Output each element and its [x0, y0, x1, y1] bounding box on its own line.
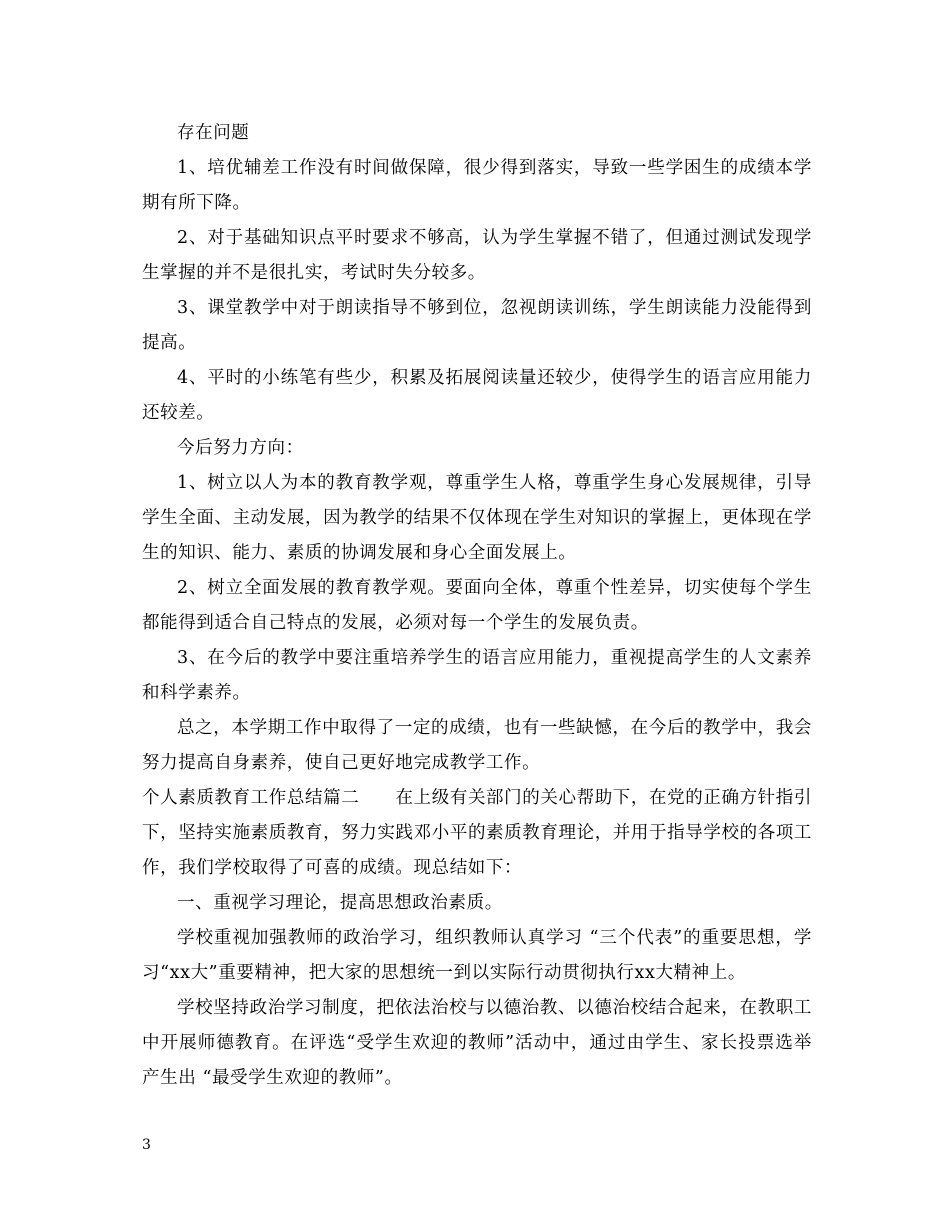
paragraph: 学校坚持政治学习制度，把依法治校与以德治教、以德治校结合起来，在教职工中开展师德教育。在评选“受学生欢迎的教师”活动中，通过由学生、家长投票选举产生出 “最受学生欢迎的教师”。 — [142, 998, 812, 1088]
section-heading-future-direction: 今后努力方向： — [177, 438, 304, 458]
paragraph: 总之，本学期工作中取得了一定的成绩，也有一些缺憾，在今后的教学中，我会努力提高自身素养，使自己更好地完成教学工作。 — [142, 718, 812, 773]
paragraph: 3、在今后的教学中要注重培养学生的语言应用能力，重视提高学生的人文素养和科学素养。 — [142, 648, 812, 703]
paragraph: 学校重视加强教师的政治学习，组织教师认真学习 “三个代表”的重要思想，学习“xx大”重要精神，把大家的思想统一到以实际行动贯彻执行xx大精神上。 — [142, 928, 812, 983]
page-number: 3 — [142, 1137, 151, 1153]
document-body — [142, 116, 812, 1096]
paragraph-section-two-intro: 个人素质教育工作总结篇二 在上级有关部门的关心帮助下，在党的正确方针指引下，坚持实施素质教育，努力实践邓小平的素质教育理论，并用于指导学校的各项工作，我们学校取得了可喜的成绩。现总结如下： — [142, 788, 812, 878]
section-heading-study-theory: 一、重视学习理论，提高思想政治素质。 — [177, 893, 503, 913]
paragraph: 2、对于基础知识点平时要求不够高，认为学生掌握不错了，但通过测试发现学生掌握的并不是很扎实，考试时失分较多。 — [142, 228, 812, 283]
paragraph: 2、树立全面发展的教育教学观。要面向全体，尊重个性差异，切实使每个学生都能得到适合自己特点的发展，必须对每一个学生的发展负责。 — [142, 578, 812, 633]
paragraph: 1、培优辅差工作没有时间做保障，很少得到落实，导致一些学困生的成绩本学期有所下降。 — [142, 158, 812, 213]
paragraph: 3、课堂教学中对于朗读指导不够到位，忽视朗读训练，学生朗读能力没能得到提高。 — [142, 298, 812, 353]
section-heading-problems: 存在问题 — [177, 123, 250, 143]
paragraph: 1、树立以人为本的教育教学观，尊重学生人格，尊重学生身心发展规律，引导学生全面、主动发展，因为教学的结果不仅体现在学生对知识的掌握上，更体现在学生的知识、能力、素质的协调发展和身心全面发展上。 — [142, 473, 812, 563]
paragraph: 4、平时的小练笔有些少，积累及拓展阅读量还较少，使得学生的语言应用能力还较差。 — [142, 368, 812, 423]
